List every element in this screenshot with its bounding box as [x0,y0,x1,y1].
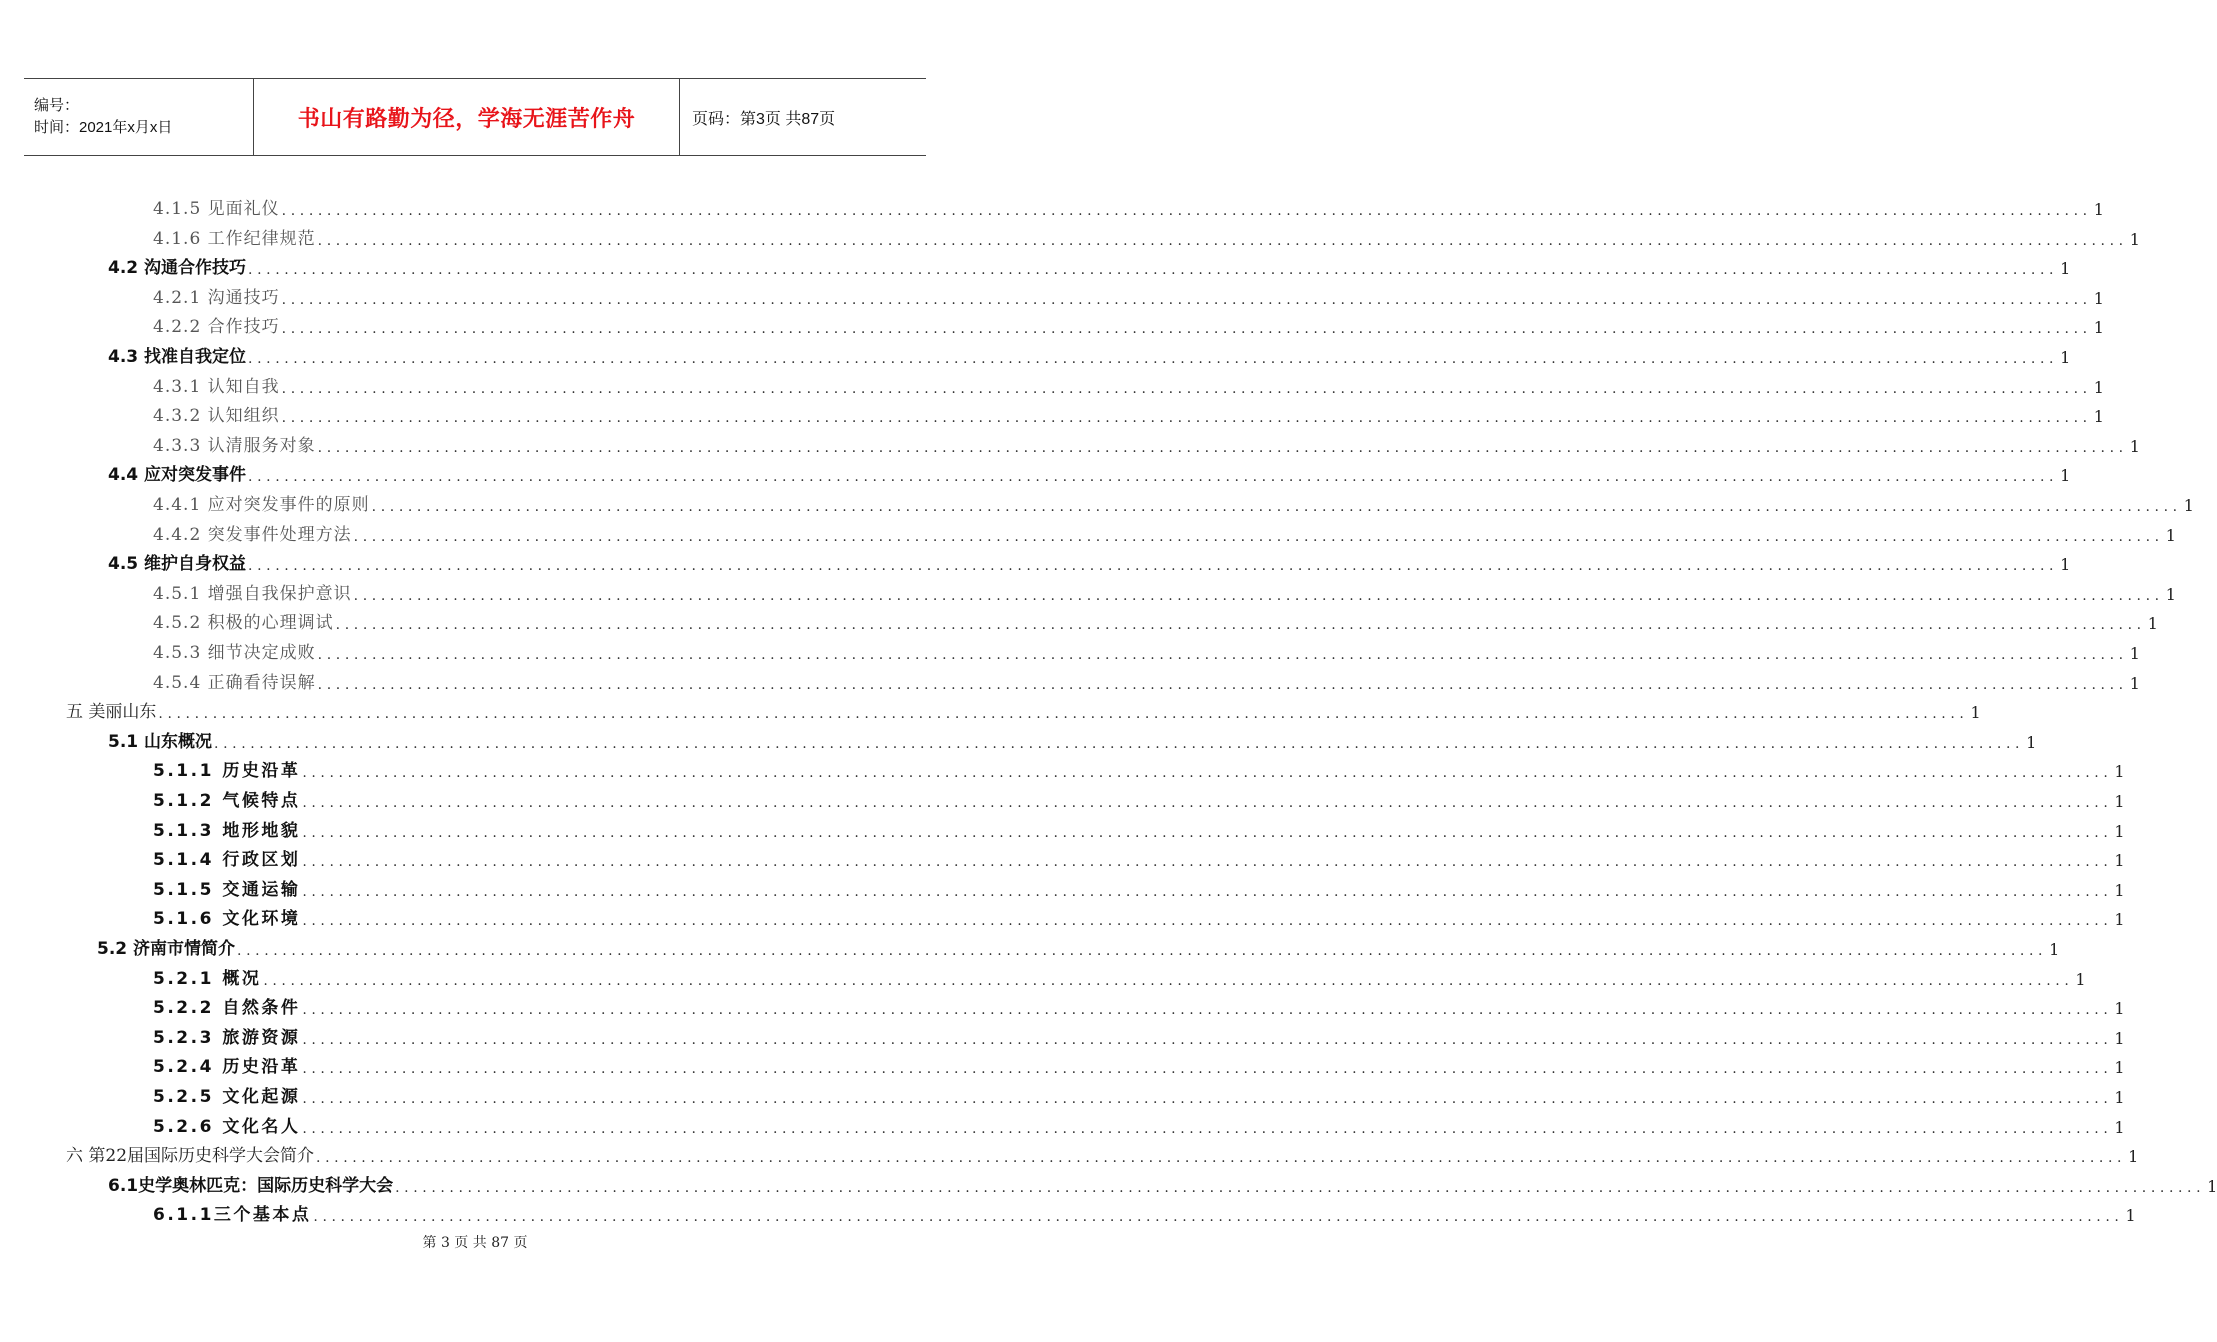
toc-entry[interactable] [153,367,2104,397]
toc-entry-page: 1 [2114,851,2125,871]
toc-leader-dots: ........................................................................................................................................................................................................ [302,854,2113,871]
number-label: 编号： [34,97,80,114]
toc-entry-page: 1 [2093,407,2104,427]
toc-entry-page: 1 [1970,703,1981,723]
toc-entry-title: 4.5.2 积极的心理调试 [153,613,334,634]
toc-entry-page: 1 [2060,259,2071,279]
toc-entry-page: 1 [2060,466,2071,486]
toc-entry[interactable] [153,811,2125,841]
toc-leader-dots: ........................................................................................................................................................................................................ [281,291,2092,308]
toc-entry[interactable] [153,307,2104,338]
toc-leader-dots: ........................................................................................................................................................................................................ [281,203,2092,219]
toc-entry-title: 六 第22届国际历史科学大会简介 [66,1146,315,1167]
toc-entry[interactable] [153,988,2125,1019]
toc-entry[interactable] [153,574,2176,604]
toc-leader-dots: ........................................................................................................................................................................................................ [302,883,2113,900]
toc-entry[interactable] [153,1018,2125,1048]
toc-leader-dots: ........................................................................................................................................................................................................ [281,321,2092,338]
toc-entry[interactable] [153,870,2125,900]
toc-entry-title: 5.1.3 地形地貌 [153,820,301,841]
toc-entry-page: 1 [2093,318,2104,338]
toc-entry-title: 5.1.5 交通运输 [153,879,301,900]
toc-entry-page: 1 [2060,348,2071,367]
toc-entry-title: 6.1史学奥林匹克：国际历史科学大会 [108,1175,394,1196]
toc-entry[interactable] [108,722,2037,752]
toc-entry-title: 4.2.2 合作技巧 [153,317,280,338]
toc-entry[interactable] [108,1166,2217,1196]
toc-entry[interactable] [108,455,2071,486]
toc-entry[interactable] [153,781,2125,811]
toc-leader-dots: ........................................................................................................................................................................................................ [317,232,2128,249]
toc-entry[interactable] [153,663,2140,693]
toc-leader-dots: ........................................................................................................................................................................................................ [302,1120,2113,1137]
toc-entry-page: 1 [2114,999,2125,1019]
toc-leader-dots: ........................................................................................................................................................................................................ [302,824,2113,841]
toc-entry-title: 5.1.1 历史沿革 [153,761,301,782]
toc-entry-page: 1 [2129,436,2140,456]
toc-entry-title: 五 美丽山东 [66,702,157,723]
toc-entry[interactable] [153,1047,2125,1078]
toc-entry-title: 5.1.4 行政区划 [153,850,301,871]
toc-entry-page: 1 [2114,762,2125,782]
toc-entry[interactable] [153,189,2104,219]
toc-entry-page: 1 [2114,1028,2125,1048]
toc-entry-page: 1 [2129,644,2140,663]
toc-leader-dots: ........................................................................................................................................................................................................ [302,1061,2113,1078]
toc-entry[interactable] [153,840,2125,871]
page-info-text: 页码：第3页 共87页 [692,110,836,128]
toc-entry-page: 1 [2114,1117,2125,1137]
toc-leader-dots: ........................................................................................................................................................................................................ [302,1091,2113,1107]
toc-entry-page: 1 [2114,910,2125,930]
toc-entry-title: 4.3 找准自我定位 [108,347,247,367]
toc-entry-title: 4.1.6 工作纪律规范 [153,228,316,249]
toc-leader-dots: ........................................................................................................................................................................................................ [353,587,2164,604]
toc-entry-page: 1 [2114,1088,2125,1107]
toc-entry-title: 5.2.5 文化起源 [153,1087,301,1107]
toc-entry-title: 4.5.3 细节决定成败 [153,643,316,663]
toc-entry[interactable] [108,544,2071,575]
toc-entry-page: 1 [2093,377,2104,397]
toc-entry-title: 5.2.4 历史沿革 [153,1057,301,1078]
toc-leader-dots: ........................................................................................................................................................................................................ [248,351,2059,367]
toc-entry[interactable] [153,1077,2125,1107]
toc-entry-title: 5.1.6 文化环境 [153,909,301,930]
toc-entry[interactable] [153,751,2125,782]
toc-entry-page: 1 [2125,1206,2136,1226]
toc-entry-title: 4.4.1 应对突发事件的原则 [153,495,370,515]
toc-entry-page: 1 [2114,1058,2125,1078]
header-page-info [680,79,926,155]
toc-leader-dots: ........................................................................................................................................................................................................ [395,1179,2206,1196]
toc-entry-title: 5.2.2 自然条件 [153,998,301,1019]
toc-entry-title: 5.2.6 文化名人 [153,1116,301,1137]
toc-entry-page: 1 [2093,200,2104,219]
toc-entry[interactable] [153,396,2104,427]
toc-leader-dots: ........................................................................................................................................................................................................ [316,1150,2127,1167]
toc-entry-page: 1 [2093,288,2104,308]
toc-entry[interactable] [153,1107,2125,1137]
toc-entry-page: 1 [2129,673,2140,693]
toc-entry-title: 5.2 济南市情简介 [97,939,236,959]
toc-entry-title: 5.1.2 气候特点 [153,791,301,811]
toc-leader-dots: ........................................................................................................................................................................................................ [302,795,2113,811]
toc-entry-title: 4.3.3 认清服务对象 [153,435,316,456]
toc-leader-dots: ........................................................................................................................................................................................................ [317,676,2128,693]
motto-text: 书山有路勤为径，学海无涯苦作舟 [297,106,636,132]
toc-leader-dots: ........................................................................................................................................................................................................ [302,765,2113,782]
toc-leader-dots: ........................................................................................................................................................................................................ [248,469,2059,486]
page-footer: 第 3 页 共 87 页 [422,1235,528,1251]
toc-entry-title: 4.4 应对突发事件 [108,465,247,486]
toc-entry-title: 4.5.4 正确看待误解 [153,672,316,693]
toc-entry-page: 1 [2165,525,2176,545]
toc-entry-title: 5.1 山东概况 [108,731,213,752]
toc-entry-title: 4.2 沟通合作技巧 [108,258,247,279]
toc-entry[interactable] [153,603,2158,634]
toc-entry[interactable] [153,485,2194,515]
toc-entry[interactable] [153,1195,2136,1226]
toc-entry[interactable] [97,929,2060,959]
toc-leader-dots: ........................................................................................................................................................................................................ [371,499,2182,515]
toc-entry-page: 1 [2114,821,2125,841]
toc-entry[interactable] [66,692,1981,723]
toc-leader-dots: ........................................................................................................................................................................................................ [317,439,2128,456]
toc-entry-title: 4.4.2 突发事件处理方法 [153,524,352,545]
toc-leader-dots: ........................................................................................................................................................................................................ [248,262,2059,279]
toc-entry[interactable] [108,337,2071,367]
toc-entry[interactable] [153,515,2176,545]
toc-leader-dots: ........................................................................................................................................................................................................ [302,1031,2113,1048]
toc-entry-title: 5.2.1 概况 [153,968,262,989]
toc-entry-page: 1 [2129,229,2140,249]
toc-entry-page: 1 [2207,1176,2217,1196]
toc-entry-page: 1 [2147,614,2158,634]
header-meta [24,79,254,155]
toc-entry[interactable] [66,1136,2139,1167]
toc-leader-dots: ........................................................................................................................................................................................................ [302,1002,2113,1019]
toc-leader-dots: ........................................................................................................................................................................................................ [317,647,2128,663]
toc-leader-dots: ........................................................................................................................................................................................................ [248,558,2059,575]
toc-leader-dots: ........................................................................................................................................................................................................ [281,380,2092,397]
toc-entry-title: 4.3.1 认知自我 [153,376,280,397]
toc-entry[interactable] [153,899,2125,930]
toc-entry-title: 4.2.1 沟通技巧 [153,287,280,308]
toc-entry-title: 4.5.1 增强自我保护意识 [153,583,352,604]
toc-entry-page: 1 [2049,940,2060,959]
toc-entry-page: 1 [2183,496,2194,515]
toc-entry-title: 6.1.1三个基本点 [153,1205,312,1226]
toc-entry[interactable] [153,278,2104,308]
toc-entry[interactable] [153,959,2086,989]
header-motto [254,79,680,155]
toc-leader-dots: ........................................................................................................................................................................................................ [335,617,2146,634]
toc-entry-page: 1 [2114,792,2125,811]
toc-entry-page: 1 [2128,1147,2139,1167]
toc-entry-title: 5.2.3 旅游资源 [153,1027,301,1048]
toc-leader-dots: ........................................................................................................................................................................................................ [353,528,2164,545]
toc-entry[interactable] [153,633,2140,663]
toc-entry-page: 1 [2114,880,2125,900]
toc-leader-dots: ........................................................................................................................................................................................................ [313,1209,2124,1226]
toc-leader-dots: ........................................................................................................................................................................................................ [237,943,2048,959]
toc-leader-dots: ........................................................................................................................................................................................................ [302,913,2113,930]
toc-entry-title: 4.3.2 认知组织 [153,406,280,427]
toc-entry[interactable] [153,219,2140,249]
document-header [24,78,926,156]
toc-entry-page: 1 [2060,555,2071,575]
toc-entry-title: 4.1.5 见面礼仪 [153,199,280,219]
time-label: 时间：2021年x月x日 [34,119,173,136]
toc-entry[interactable] [108,248,2071,279]
toc-entry-page: 1 [2075,969,2086,989]
toc-entry-page: 1 [2026,732,2037,752]
toc-leader-dots: ........................................................................................................................................................................................................ [263,972,2074,989]
toc-entry[interactable] [153,426,2140,456]
toc-entry-title: 4.5 维护自身权益 [108,554,247,575]
toc-entry-page: 1 [2165,584,2176,604]
toc-leader-dots: ........................................................................................................................................................................................................ [281,410,2092,427]
toc-leader-dots: ........................................................................................................................................................................................................ [214,735,2025,752]
toc-leader-dots: ........................................................................................................................................................................................................ [158,706,1969,723]
